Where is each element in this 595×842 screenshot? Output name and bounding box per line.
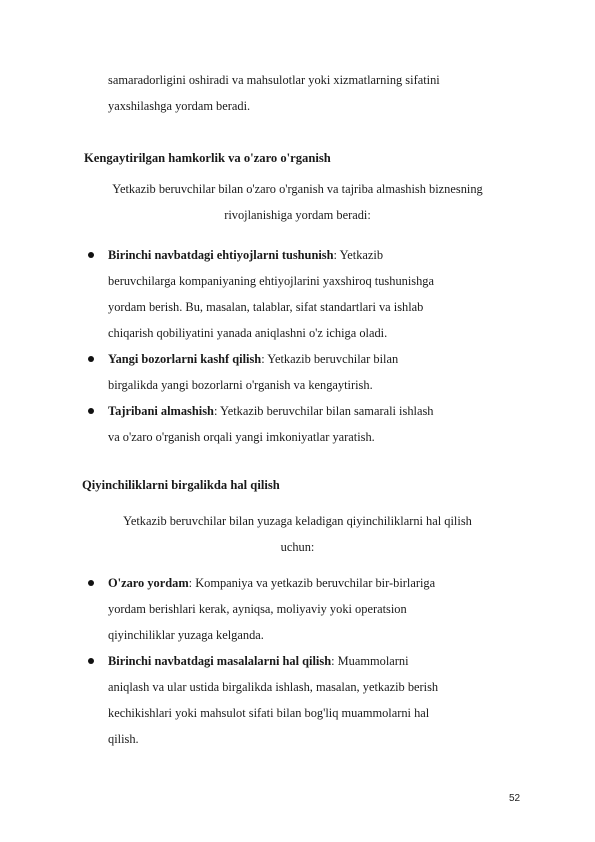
page-number: 52 (509, 793, 521, 804)
list-item-line: va o'zaro o'rganish orqali yangi imkoniyatlar yaratish. (108, 430, 375, 444)
section-heading-collaboration: Kengaytirilgan hamkorlik va o'zaro o'rganish (84, 151, 331, 165)
list-item-text: : Yetkazib beruvchilar bilan (261, 352, 399, 366)
list-item-line: birgalikda yangi bozorlarni o'rganish va kengaytirish. (108, 378, 373, 392)
bullet-icon (88, 408, 94, 414)
bullet-icon (88, 580, 94, 586)
list-item-first-line (108, 242, 383, 268)
list-item-line: aniqlash va ular ustida birgalikda ishlash, masalan, yetkazib berish (108, 680, 439, 694)
list-item-line: qilish. (108, 732, 139, 746)
intro-line-1: samaradorligini oshiradi va mahsulotlar yoki xizmatlarning sifatini (108, 73, 440, 87)
list-item-line: yordam berish. Bu, masalan, talablar, sifat standartlari va ishlab (108, 300, 424, 314)
list-item-first-line (108, 648, 409, 674)
list-item-line: yordam berishlari kerak, ayniqsa, moliyaviy yoki operatsion (108, 602, 407, 616)
section1-intro-line-1: Yetkazib beruvchilar bilan o'zaro o'rganish va tajriba almashish biznesning (112, 182, 483, 196)
list-item-line: chiqarish qobiliyatini yanada aniqlashni o'z ichiga oladi. (108, 326, 388, 340)
bullet-icon (88, 356, 94, 362)
list-item-text: : Muammolarni (331, 654, 409, 668)
list-item-title: Tajribani almashish (108, 404, 214, 418)
section1-intro-line-2: rivojlanishiga yordam beradi: (224, 208, 371, 222)
section2-intro-line-2: uchun: (280, 540, 315, 554)
list-item-line: kechikishlari yoki mahsulot sifati bilan bog'liq muammolarni hal (108, 706, 430, 720)
bullet-icon (88, 252, 94, 258)
list-item-title: Yangi bozorlarni kashf qilish (108, 352, 262, 366)
section2-intro-line-1: Yetkazib beruvchilar bilan yuzaga keladigan qiyinchiliklarni hal qilish (123, 514, 472, 528)
list-item-line: qiyinchiliklar yuzaga kelganda. (108, 628, 264, 642)
bullet-icon (88, 658, 94, 664)
list-item-title: Birinchi navbatdagi ehtiyojlarni tushunish (108, 248, 334, 262)
list-item-first-line (108, 346, 398, 372)
list-item-first-line (108, 398, 433, 424)
list-item-first-line (108, 570, 435, 596)
section-heading-challenges: Qiyinchiliklarni birgalikda hal qilish (82, 478, 280, 492)
list-item-text: : Kompaniya va yetkazib beruvchilar bir-birlariga (188, 576, 436, 590)
intro-line-2: yaxshilashga yordam beradi. (108, 99, 251, 113)
list-item-text: : Yetkazib beruvchilar bilan samarali ishlash (213, 404, 434, 418)
list-item-title: O'zaro yordam (108, 576, 189, 590)
list-item-line: beruvchilarga kompaniyaning ehtiyojlarini yaxshiroq tushunishga (108, 274, 434, 288)
list-item-text: : Yetkazib (333, 248, 384, 262)
list-item-title: Birinchi navbatdagi masalalarni hal qilish (108, 654, 332, 668)
